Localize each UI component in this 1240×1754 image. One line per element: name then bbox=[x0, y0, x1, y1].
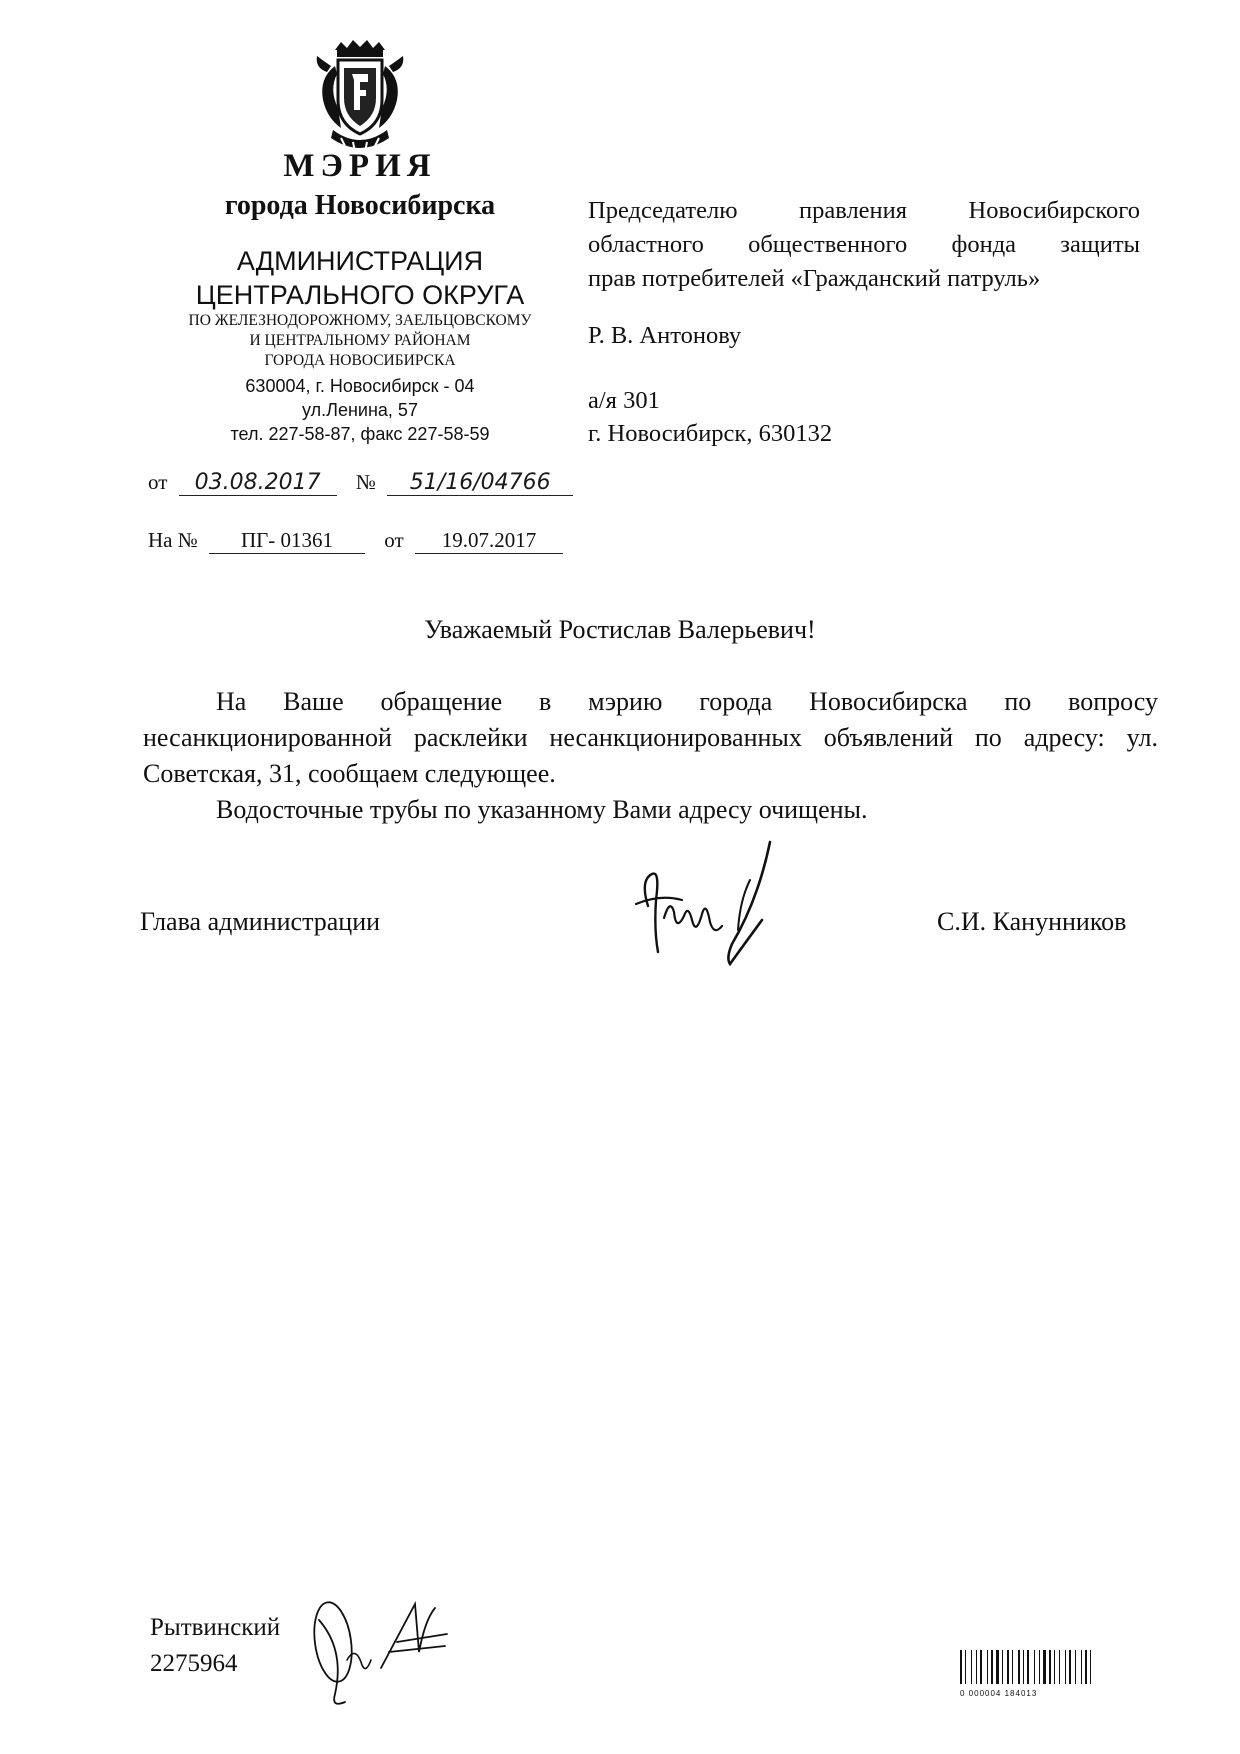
body-paragraph: Водосточные трубы по указанному Вами адресу очищены. bbox=[216, 795, 868, 824]
recipient-city: г. Новосибирск, 630132 bbox=[588, 420, 833, 447]
executor-phone: 2275964 bbox=[150, 1650, 238, 1677]
barcode-icon bbox=[960, 1650, 1160, 1684]
sender-street-line: ул.Ленина, 57 bbox=[302, 400, 418, 420]
reply-number: ПГ- 01361 bbox=[209, 528, 365, 554]
sender-address-line: 630004, г. Новосибирск - 04 bbox=[245, 376, 475, 396]
date-label: от bbox=[148, 470, 168, 494]
recipient-line: прав потребителей «Гражданский патруль» bbox=[588, 265, 1041, 292]
executor-name: Рытвинский bbox=[150, 1614, 281, 1641]
districts-line: ГОРОДА НОВОСИБИРСКА bbox=[264, 352, 456, 369]
district-title: ЦЕНТРАЛЬНОГО ОКРУГА bbox=[195, 280, 525, 310]
letter-body bbox=[143, 684, 1158, 828]
salutation: Уважаемый Ростислав Валерьевич! bbox=[424, 615, 816, 644]
sender-phone-line: тел. 227-58-87, факс 227-58-59 bbox=[230, 424, 490, 444]
barcode-number: 0 000004 184013 bbox=[960, 1689, 1038, 1698]
recipient-line: областного общественного фонда защиты bbox=[588, 231, 1140, 258]
recipient-line: Председателю правления Новосибирского bbox=[588, 197, 1140, 224]
reply-date: 19.07.2017 bbox=[415, 528, 563, 554]
city-title: города Новосибирска bbox=[224, 190, 496, 221]
coat-of-arms-emblem bbox=[305, 38, 415, 156]
reply-number-label: На № bbox=[148, 528, 198, 552]
recipient-name: Р. В. Антонову bbox=[588, 322, 742, 349]
body-paragraph: На Ваше обращение в мэрию города Новосибирска по вопросу несанкционированной расклейки несанкционированных объявлений по адресу: ул. Советская, 31, сообщаем следующее. bbox=[143, 687, 1158, 788]
districts-line: ПО ЖЕЛЕЗНОДОРОЖНОМУ, ЗАЕЛЬЦОВСКОМУ bbox=[188, 312, 532, 329]
outgoing-registration bbox=[148, 470, 573, 496]
recipient-position bbox=[588, 194, 1140, 296]
mayor-office-title: МЭРИЯ bbox=[283, 148, 437, 184]
reply-date-label: от bbox=[384, 528, 404, 552]
administration-title: АДМИНИСТРАЦИЯ bbox=[236, 246, 484, 276]
handwritten-signature bbox=[630, 840, 810, 990]
signer-name: С.И. Канунников bbox=[937, 907, 1127, 936]
recipient-po-box: а/я 301 bbox=[588, 387, 660, 414]
executor-initials-signature bbox=[285, 1590, 455, 1710]
signer-title: Глава администрации bbox=[140, 907, 381, 936]
document-barcode bbox=[960, 1650, 1160, 1696]
outgoing-number: 51/16/04766 bbox=[387, 470, 573, 496]
executor-block bbox=[150, 1610, 280, 1682]
number-label: № bbox=[355, 470, 376, 494]
reply-reference bbox=[148, 528, 563, 554]
districts-line: И ЦЕНТРАЛЬНОМУ РАЙОНАМ bbox=[249, 332, 471, 349]
outgoing-date: 03.08.2017 bbox=[179, 470, 337, 496]
